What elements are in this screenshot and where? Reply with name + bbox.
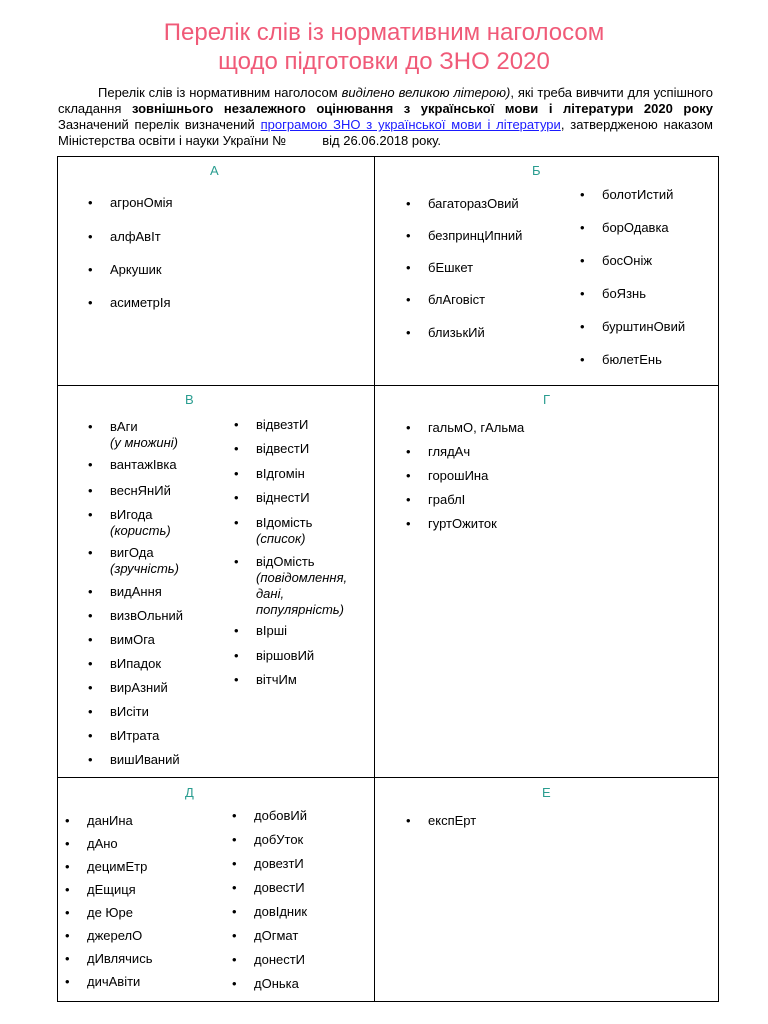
- list-item: • вимОга: [88, 632, 155, 647]
- list-item: • близькИй: [406, 325, 485, 340]
- list-item: • вІдгомін: [234, 466, 305, 481]
- list-item: • дичАвіти: [65, 974, 141, 989]
- list-item: • довестИ: [232, 880, 305, 895]
- list-item: • асиметрІя: [88, 295, 171, 310]
- list-item: • визвОльний: [88, 608, 184, 623]
- list-item: • вИсіти: [88, 704, 149, 719]
- list-item: • дОгмат: [232, 928, 299, 943]
- list-item: • відвестИ: [234, 441, 310, 456]
- intro-bold: зовнішнього незалежного оцінювання з української мови і літератури 2020 року: [131, 101, 713, 116]
- list-item: • вирАзний: [88, 680, 168, 695]
- list-item: • безпринцИпний: [406, 228, 523, 243]
- list-item: • дОнька: [232, 976, 299, 991]
- list-item: • віршовИй: [234, 648, 315, 663]
- list-item: • агронОмія: [88, 195, 173, 210]
- list-item: • вИтрата: [88, 728, 160, 743]
- list-item: • гальмО, гАльма: [406, 420, 525, 435]
- list-item: • відвезтИ: [234, 417, 309, 432]
- list-item: • вИгода (користь): [88, 507, 171, 538]
- list-item: • борОдавка: [580, 220, 669, 235]
- list-item: • вІдомість (список): [234, 515, 313, 546]
- list-item: • донестИ: [232, 952, 306, 967]
- title-line-2: щодо підготовки до ЗНО 2020: [218, 48, 550, 75]
- list-item: • Аркушик: [88, 262, 162, 277]
- section-letter-v: В: [185, 392, 194, 407]
- list-item: • довІдник: [232, 904, 308, 919]
- list-item: • дИвлячись: [65, 951, 153, 966]
- section-letter-a: А: [210, 163, 219, 178]
- table-row-divider-2: [57, 777, 719, 778]
- list-item: • вИпадок: [88, 656, 162, 671]
- section-letter-d: Д: [185, 785, 194, 800]
- intro-text-4: , затвердженою наказом Міністерства освіти і науки України №: [58, 117, 713, 148]
- list-item: • гуртОжиток: [406, 516, 497, 531]
- list-item: • веснЯнИй: [88, 483, 171, 498]
- list-item: • бюлетЕнь: [580, 352, 662, 367]
- list-item: • децимЕтр: [65, 859, 148, 874]
- list-item: • джерелО: [65, 928, 143, 943]
- intro-text-3: Зазначений перелік визначений: [58, 117, 261, 132]
- list-item: • добовИй: [232, 808, 308, 823]
- program-link[interactable]: програмою ЗНО з української мови і літератури: [260, 117, 561, 132]
- list-item: • данИна: [65, 813, 133, 828]
- list-item: • глядАч: [406, 444, 471, 459]
- intro-italic: виділено великою літерою): [341, 85, 511, 100]
- list-item: • горошИна: [406, 468, 489, 483]
- list-item: • багаторазОвий: [406, 196, 519, 211]
- list-item: • вантажІвка: [88, 457, 177, 472]
- list-item: • болотИстий: [580, 187, 674, 202]
- page-title: [0, 18, 768, 76]
- list-item: • граблІ: [406, 492, 466, 507]
- section-letter-h: Г: [543, 392, 551, 407]
- list-item: • бурштинОвий: [580, 319, 686, 334]
- list-item: • добУток: [232, 832, 304, 847]
- list-item: • блАговіст: [406, 292, 486, 307]
- list-item: • де Юре: [65, 905, 134, 920]
- intro-text-1: Перелік слів із нормативним наголосом: [98, 85, 342, 100]
- list-item: • вигОда (зручність): [88, 545, 179, 576]
- list-item: • віднестИ: [234, 490, 310, 505]
- list-item: • дАно: [65, 836, 118, 851]
- table-vertical-divider: [374, 156, 375, 1002]
- intro-paragraph: [58, 85, 713, 149]
- list-item: • бЕшкет: [406, 260, 474, 275]
- section-letter-b: Б: [532, 163, 541, 178]
- intro-text-5: від 26.06.2018 року.: [322, 133, 441, 148]
- list-item: • відОмість (повідомлення, дані, популярність): [234, 554, 348, 617]
- list-item: • експЕрт: [406, 813, 477, 828]
- list-item: • вАги (у множині): [88, 419, 178, 450]
- list-item: • дЕщиця: [65, 882, 136, 897]
- list-item: • довезтИ: [232, 856, 304, 871]
- intro-text-2: , які треба вивчити для успішного складання: [58, 85, 713, 116]
- list-item: • босОніж: [580, 253, 653, 268]
- list-item: • алфАвІт: [88, 229, 161, 244]
- list-item: • вітчИм: [234, 672, 297, 687]
- title-line-1: Перелік слів із нормативним наголосом: [163, 19, 605, 46]
- section-letter-e: Е: [542, 785, 551, 800]
- table-row-divider-1: [57, 385, 719, 386]
- words-table: [57, 156, 719, 1002]
- list-item: • видАння: [88, 584, 162, 599]
- list-item: • вишИваний: [88, 752, 180, 767]
- list-item: • боЯзнь: [580, 286, 646, 301]
- list-item: • вІрші: [234, 623, 288, 638]
